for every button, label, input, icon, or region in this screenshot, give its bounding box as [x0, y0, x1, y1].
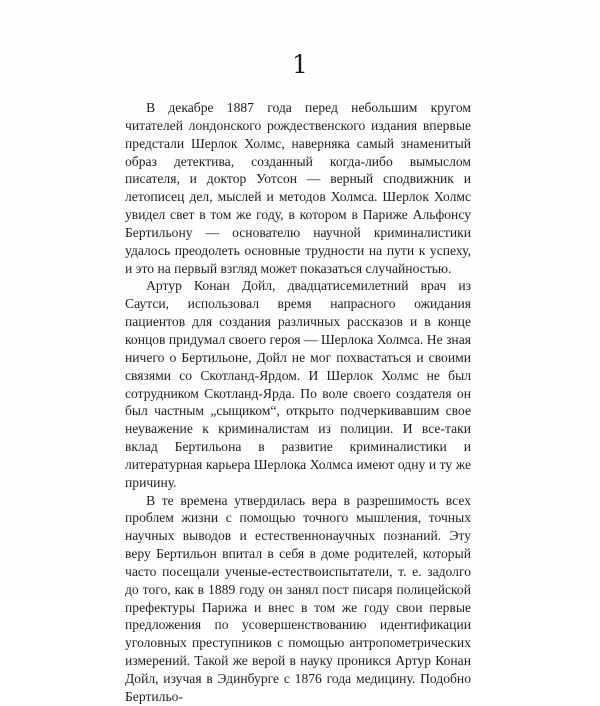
paragraph: В те времена утвердилась вера в разрешимость всех проблем жизни с помощью точного мышления, точных научных выводов и естественнонаучных познаний. Эту веру Бертильон впитал в себя в доме родителей, который часто посещали ученые-естествоиспытатели, т. е. задолго до того, как в 1889 году он занял пост писаря полицейской префектуры Парижа и внес в том же году свои первые предложения по усовершенствованию идентификации уголовных преступников с помощью антропометрических измерений. Такой же верой в науку проникся Артур Конан Дойл, изучая в Эдинбурге с 1876 года медицину. Подобно Бертильо- — [125, 492, 471, 704]
body-text — [125, 99, 471, 706]
paragraph: В декабре 1887 года перед небольшим кругом читателей лондонского рождественского издания впервые предстали Шерлок Холмс, наверняка самый знаменитый образ детектива, созданный когда-либо вымыслом писателя, и доктор Уотсон — верный сподвижник и летописец дел, мыслей и методов Холмса. Шерлок Холмс увидел свет в том же году, в котором в Париже Альфонсу Бертильону — основателю научной криминалистики удалось преодолеть основные трудности на пути к успеху, и это на первый взгляд может показаться случайностью. — [125, 100, 471, 276]
chapter-number: 1 — [292, 50, 308, 79]
paragraph: Артур Конан Дойл, двадцатисемилетний врач из Саутси, использовал время напрасного ожидания пациентов для создания различных рассказов и в конце концов придумал своего героя — Шерлока Холмса. Не зная ничего о Бертильоне, Дойл не мог похвастаться и своими связями со Скотланд-Ярдом. И Шерлок Холмс не был сотрудником Скотланд-Ярда. По воле своего создателя он был частным „сыщиком“, открыто подчеркивавшим свое неуважение к криминалистам из полиции. И все-таки вклад Бертильона в развитие криминалистики и литературная карьера Шерлока Холмса имеют одну и ту же причину. — [125, 278, 471, 490]
